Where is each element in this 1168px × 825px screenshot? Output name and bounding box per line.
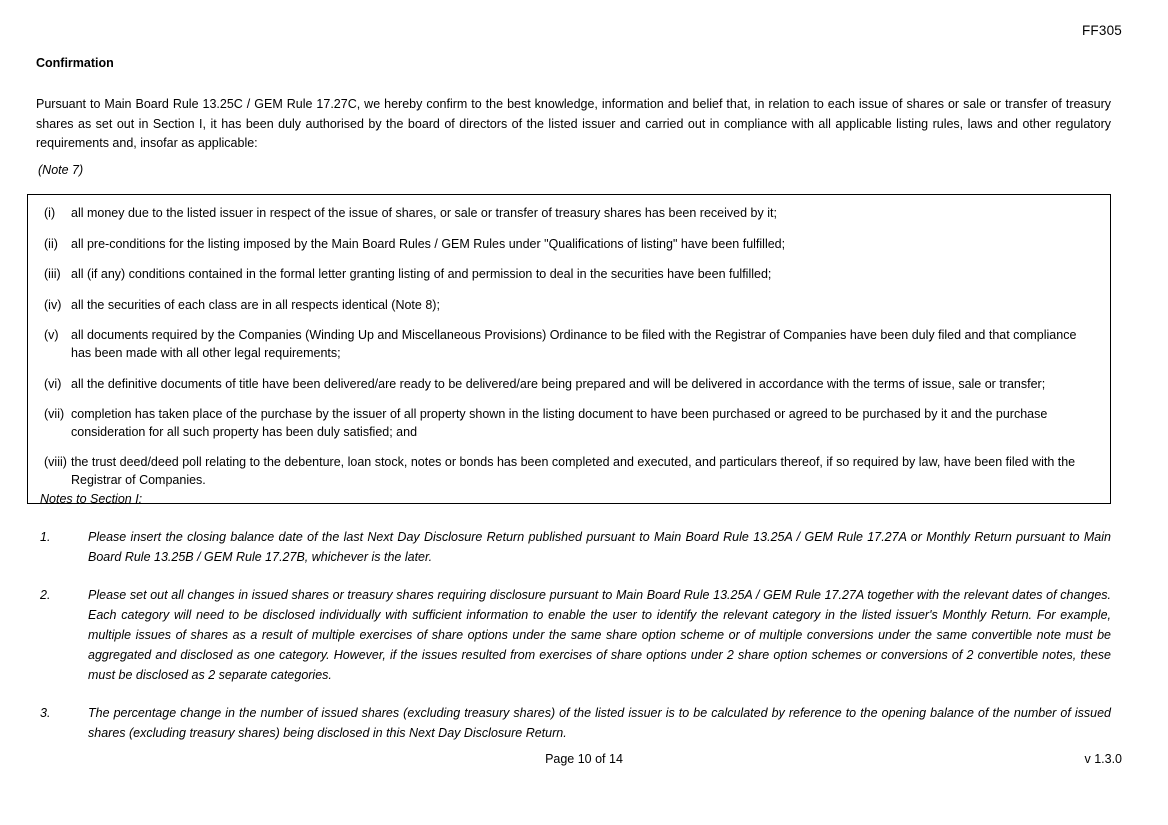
list-item-text: completion has taken place of the purchase by the issuer of all property shown in the listing document to have been purchased or agreed to be purchased by it and the purchase consideration for all such property has been duly satisfied; and	[71, 407, 1048, 439]
note-item	[36, 527, 1111, 567]
form-code: FF305	[1081, 23, 1122, 38]
list-item-marker: (v)	[44, 328, 59, 343]
page-title: Confirmation	[36, 56, 114, 70]
version-label: v 1.3.0	[1084, 752, 1122, 766]
notes-heading: Notes to Section I:	[40, 492, 143, 506]
list-item-marker: (vii)	[44, 407, 65, 422]
list-item-marker: (iii)	[44, 267, 61, 282]
list-item	[38, 236, 1100, 254]
note-item	[36, 585, 1111, 685]
list-item	[38, 266, 1100, 284]
note-text: Please insert the closing balance date of the last Next Day Disclosure Return published pursuant to Main Board Rule 13.25A / GEM Rule 17.27A or Monthly Return pursuant to Main Board Rule 13.25B / GEM Rule 17.27B, whichever is the later.	[88, 530, 1111, 564]
list-item	[38, 327, 1100, 362]
list-item-text: all the definitive documents of title have been delivered/are ready to be delivered/are being prepared and will be delivered in accordance with the terms of issue, sale or transfer;	[71, 376, 1046, 391]
list-item	[38, 376, 1100, 394]
list-item-text: all the securities of each class are in all respects identical (Note 8);	[71, 297, 440, 312]
note-text: The percentage change in the number of issued shares (excluding treasury shares) of the listed issuer is to be calculated by reference to the opening balance of the number of issued shares (excluding treasury shares) being disclosed in this Next Day Disclosure Return.	[88, 706, 1111, 740]
list-item-marker: (viii)	[44, 455, 67, 470]
note-number: 3.	[40, 706, 51, 720]
list-item	[38, 406, 1100, 441]
list-item-text: all pre-conditions for the listing imposed by the Main Board Rules / GEM Rules under "Qualifications of listing" have been fulfilled;	[71, 236, 786, 251]
list-item-text: all money due to the listed issuer in respect of the issue of shares, or sale or transfer of treasury shares has been received by it;	[71, 206, 777, 220]
confirmation-list-box	[27, 194, 1111, 504]
note-reference: (Note 7)	[38, 163, 84, 177]
list-item	[38, 205, 1100, 223]
list-item-text: all (if any) conditions contained in the formal letter granting listing of and permission to deal in the securities have been fulfilled;	[71, 267, 772, 282]
intro-paragraph: Pursuant to Main Board Rule 13.25C / GEM Rule 17.27C, we hereby confirm to the best knowledge, information and belief that, in relation to each issue of shares or sale or transfer of treasury shares as set out in Section I, it has been duly authorised by the board of directors of the listed issuer and carried out in compliance with all applicable listing rules, laws and other regulatory requirements and, insofar as applicable:	[36, 97, 1111, 150]
page-number: Page 10 of 14	[545, 752, 623, 766]
list-item-marker: (ii)	[44, 236, 58, 251]
list-item-text: all documents required by the Companies (Winding Up and Miscellaneous Provisions) Ordinance to be filed with the Registrar of Companies have been duly filed and that compliance has been made with all other legal requirements;	[71, 328, 1077, 360]
note-number: 1.	[40, 530, 51, 544]
list-item-marker: (vi)	[44, 376, 62, 391]
list-item-marker: (iv)	[44, 297, 62, 312]
list-item-marker: (i)	[44, 206, 56, 220]
note-text: Please set out all changes in issued shares or treasury shares requiring disclosure pursuant to Main Board Rule 13.25A / GEM Rule 17.27A together with the relevant dates of changes. Each category will need to be disclosed individually with sufficient information to enable the user to identify the relevant category in the listed issuer's Monthly Return. For example, multiple issues of shares as a result of multiple exercises of share options under the same share option scheme or of multiple conversions under the same convertible note must be aggregated and disclosed as one category. However, if the issues resulted from exercises of share options under 2 share option schemes or conversions of 2 convertible notes, these must be disclosed as 2 separate categories.	[88, 588, 1111, 682]
list-item	[38, 297, 1100, 315]
note-number: 2.	[40, 588, 51, 602]
notes-list	[36, 527, 1111, 761]
list-item-text: the trust deed/deed poll relating to the debenture, loan stock, notes or bonds has been completed and executed, and particulars thereof, if so required by law, have been filed with the Registrar of Companies.	[71, 455, 1076, 487]
note-item	[36, 703, 1111, 743]
list-item	[38, 454, 1100, 489]
